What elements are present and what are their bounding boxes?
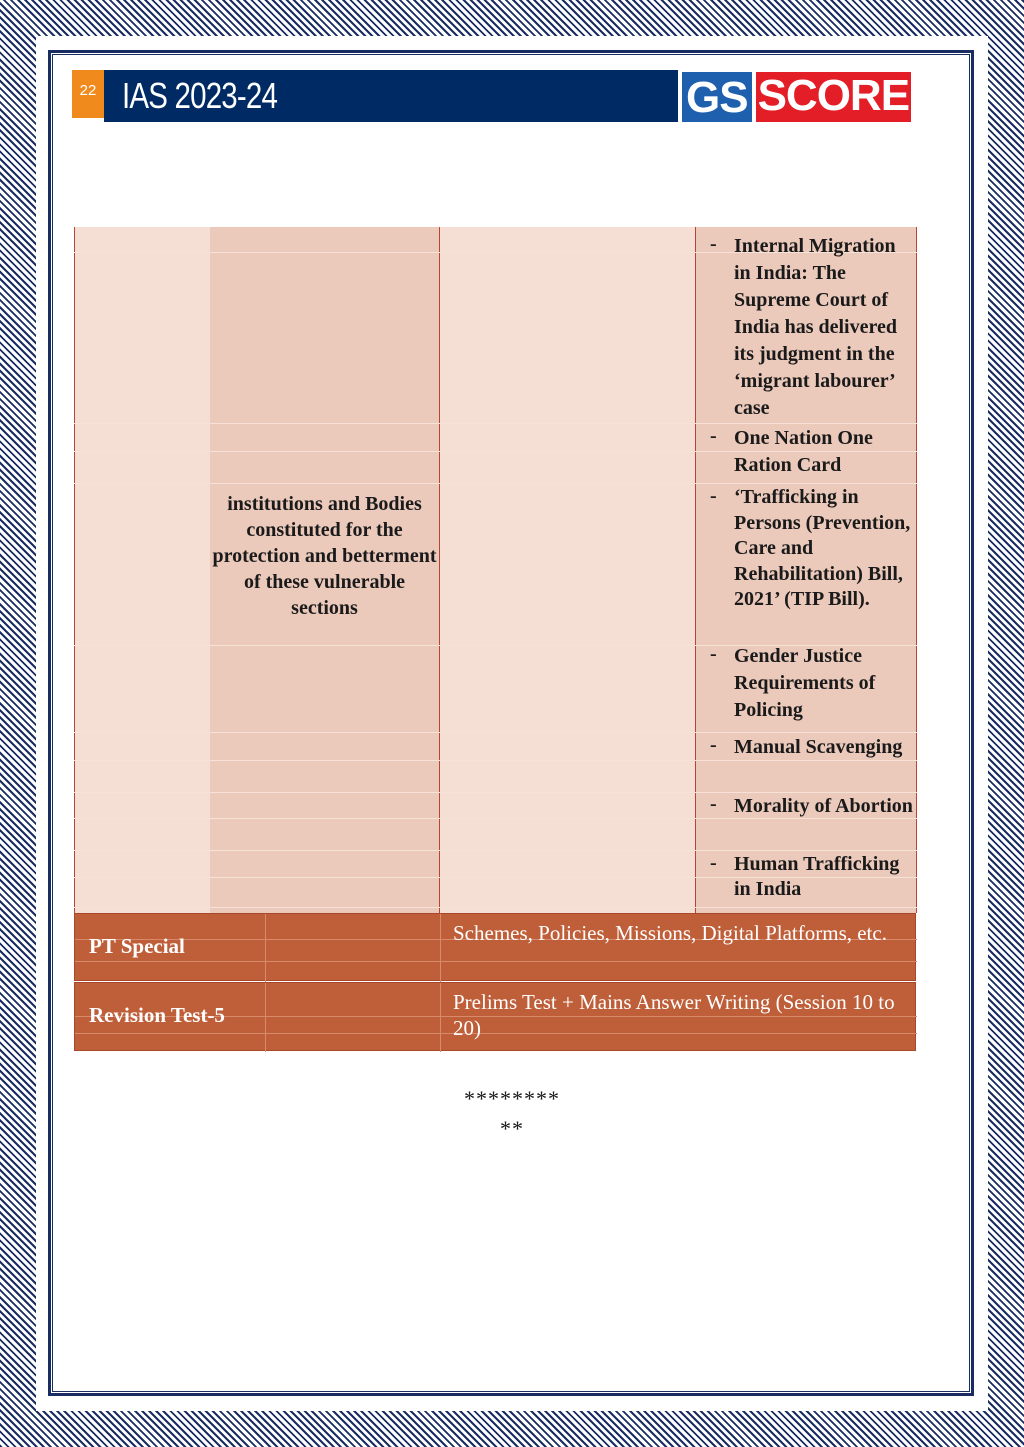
pt-special-row bbox=[74, 913, 916, 981]
topic-text: ‘Trafficking in Persons (Prevention, Care and Rehabilitation) Bill, 2021’ (TIP Bill). bbox=[734, 486, 911, 610]
topic-dash: - bbox=[710, 425, 717, 447]
row-divider bbox=[74, 850, 917, 851]
cell-divider bbox=[265, 983, 266, 1052]
table-column-3 bbox=[440, 227, 696, 913]
row-divider bbox=[74, 423, 917, 424]
logo-gs: GS bbox=[682, 72, 752, 122]
cell-divider bbox=[440, 983, 441, 1052]
schedule-table bbox=[74, 227, 917, 1051]
institutions-text: institutions and Bodies constituted for the protection and betterment of these vulnerable sections bbox=[212, 493, 437, 619]
topic-text: Morality of Abortion bbox=[734, 795, 913, 817]
row-divider bbox=[74, 907, 917, 908]
topic-text: Gender Justice Requirements of Policing bbox=[734, 645, 876, 721]
topic-dash: - bbox=[710, 734, 717, 756]
topic-dash: - bbox=[710, 233, 717, 255]
gs-score-logo bbox=[682, 72, 911, 122]
topic-dash: - bbox=[710, 793, 717, 815]
header-bar bbox=[104, 70, 678, 122]
topic-dash: - bbox=[710, 485, 717, 507]
revision-test-label: Revision Test-5 bbox=[89, 1003, 225, 1027]
topic-text: Internal Migration in India: The Supreme Court of India has delivered its judgment in the ‘migrant labourer’ case bbox=[734, 235, 897, 419]
end-stars-line-1: ******** bbox=[464, 1086, 560, 1111]
logo-score: SCORE bbox=[757, 71, 910, 120]
page-number: 22 bbox=[72, 70, 104, 118]
cell-divider bbox=[265, 914, 266, 982]
row-divider bbox=[74, 732, 917, 733]
topic-dash: - bbox=[710, 643, 717, 665]
header-title: IAS 2023-24 bbox=[122, 75, 278, 116]
pt-special-label: PT Special bbox=[89, 934, 185, 958]
cell-divider bbox=[440, 914, 441, 982]
row-line bbox=[75, 961, 917, 962]
table-column-1 bbox=[74, 227, 211, 913]
row-divider bbox=[74, 483, 917, 484]
document-page bbox=[36, 36, 988, 1411]
revision-test-row bbox=[74, 982, 916, 1051]
topic-text: One Nation One Ration Card bbox=[734, 427, 873, 476]
revision-test-desc: Prelims Test + Mains Answer Writing (Session 10 to 20) bbox=[453, 990, 895, 1040]
topic-text: Manual Scavenging bbox=[734, 736, 903, 758]
topic-dash: - bbox=[710, 852, 717, 874]
topic-text: Human Trafficking in India bbox=[734, 853, 900, 900]
end-stars-line-2: ** bbox=[500, 1116, 524, 1141]
pt-special-desc: Schemes, Policies, Missions, Digital Platforms, etc. bbox=[453, 921, 887, 945]
